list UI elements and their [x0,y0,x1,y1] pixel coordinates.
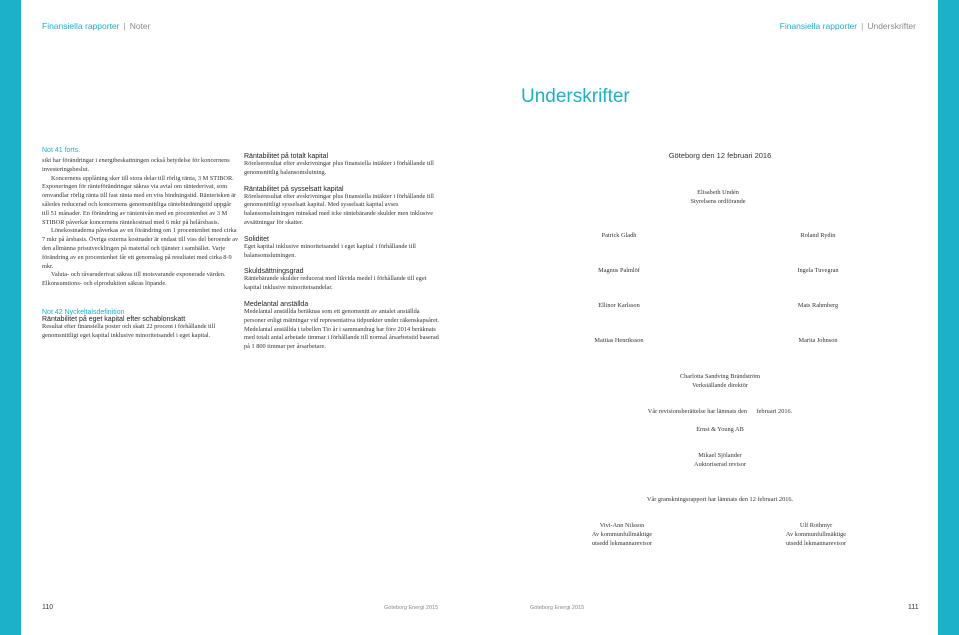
page-number-left: 110 [42,604,54,611]
header-left: Finansiella rapporter | Noter [42,21,151,31]
footer-right-text: Göteborg Energi 2015 [530,605,585,611]
signer-role: Av kommunfullmäktige [591,530,653,538]
signer-name: Mattias Henriksson [594,337,644,344]
reviewer-signature [756,522,876,548]
chair-signature [618,189,818,207]
note42-heading: Not 42 Nyckeltalsdefinition [42,308,125,316]
header-right: Finansiella rapporter | Underskrifter [779,21,916,31]
signer-role: utsedd lekmannarevisor [592,539,652,547]
header-left-section[interactable]: Finansiella rapporter [42,21,120,31]
right-color-bar [938,0,959,635]
signer-name: Vivi-Ann Nilsson [599,522,645,529]
page-title: Underskrifter [521,86,630,107]
page-number-right: 111 [908,604,919,611]
signer-name: Mats Rahmberg [797,302,839,309]
note41-p3: Lönekostnaderna påverkas av en förändring om 1 procentenhet med cirka 7 mkr på årsbasis. Övriga externa kostnader är endast till viss del beroende av den allmänna prisutvecklingen på material och tjänster i samhället. Varje förändring av en procentenhet får ett genomslag på resultatet med cirka 8-9 mkr. [42,227,239,270]
note41-p4: Valuta- och råvaruderivat säkras till motsvarande exponerade värden. Elkonsumtions- och elproduktion säkras löpande. [42,271,226,288]
signer-role: utsedd lekmannarevisor [786,539,846,547]
header-left-sub[interactable]: Noter [129,21,151,31]
signer-name: Charlotta Sandving Brändström [679,373,761,380]
def-text: Rörelseresultat efter avskrivningar plus finansiella intäkter i förhållande till genomsnittlig balansomslutning. [244,160,434,176]
note41-heading: Not 41 forts. [42,147,81,154]
reviewer-signature [562,522,682,548]
note41-p1: sikt har förändringar i energibeskattningen också betydelse för koncernens investeringsbeslut. [42,157,230,173]
review-statement: Vår granskningsrapport har lämnats den 12 februari 2016. [646,496,794,503]
def-heading: Räntabilitet på totalt kapital [244,153,329,160]
def-heading: Räntabilitet på sysselsatt kapital [244,185,344,193]
notes-column [42,147,239,341]
audit-firm: Ernst & Young AB [696,426,744,433]
signer-name: Elisabeth Undén [697,189,739,196]
note42-text: Resultat efter finansiella poster och skatt 22 procent i förhållande till genomsnittligt eget kapital inklusive minoritetsandel i eget kapital. [42,322,216,339]
ceo-signature [640,373,800,391]
signer-role: Auktoriserad revisor [694,460,746,468]
signer-name: Marita Johnson [798,337,838,344]
def-heading: Soliditet [244,235,269,243]
footer-left-text: Göteborg Energi 2015 [384,605,439,611]
definitions-column [244,153,440,352]
signer-name: Mikael Sjölander [698,452,742,459]
def-text: Eget kapital inklusive minoritetsandel i eget kapital i förhållande till balansomslutningen. [244,242,416,259]
left-color-bar [0,0,21,635]
def-heading: Medelantal anställda [244,300,309,308]
header-right-sub[interactable]: Underskrifter [867,21,916,31]
signer-name: Patrick Gladh [601,232,637,239]
signer-role: Styrelsens ordförande [690,197,746,205]
signer-role: Verkställande direktör [692,381,748,389]
note41-p2: Koncernens upplåning sker till stora delar till rörlig ränta, 3 M STIBOR. Exponeringen för ränteförändringar säkras via avtal om räntederivat, som omvandlar rörlig ränta till fast ränta med en viss bindningstid. Ränterisken är således reducerad och koncernens genomsnittliga räntebindningstid uppgår till 51 månader. En förändring av räntenivån med en procentenhet av 3 M STIBOR påverkar koncernens räntekostnad med 6 mkr på helårsbasis. [42,174,237,226]
signer-name: Magnus Palmlöf [598,267,640,274]
auditor-signature [640,452,800,470]
def-text: Rörelseresultat efter avskrivningar plus finansiella intäkter i förhållande till genomsnittligt sysselsatt kapital. Med sysselsatt kapital avses balansomslutningen minskad med icke räntebärande skulder men inklusive avsättningar för skatter. [244,192,434,226]
signer-name: Ingela Tuvegran [797,267,839,274]
header-right-section[interactable]: Finansiella rapporter [779,21,858,31]
signer-name: Roland Rydin [800,232,836,239]
def-text: Medelantal anställda beräknas som ett genomsnitt av antalet anställda personer enligt mätningar vid representativa tidpunkter under räkenskapsåret. Medelantal anställda i tabellen Tio år i sammandrag har före 2014 beräknats med totalt antal arbetade timmar i förhållande till normal årsarbetstid baserad på 1 800 timmar per årsarbetare. [244,307,440,351]
note41-body [42,157,239,289]
audit-statement: Vår revisionsberättelse har lämnats den februari 2016. [647,408,793,415]
place-date: Göteborg den 12 februari 2016 [668,151,772,160]
signer-name: Ulf Rothmyr [799,522,833,529]
def-text: Räntebärande skulder reducerat med likvida medel i förhållande till eget kapital inklusive minoritetsandelar. [244,275,427,292]
signer-role: Av kommunfullmäktige [785,530,847,538]
signer-name: Ellinor Karlsson [598,302,640,309]
def-heading: Skuldsättningsgrad [244,268,304,276]
note42-subheading: Räntabilitet på eget kapital efter schablonskatt [42,315,186,323]
